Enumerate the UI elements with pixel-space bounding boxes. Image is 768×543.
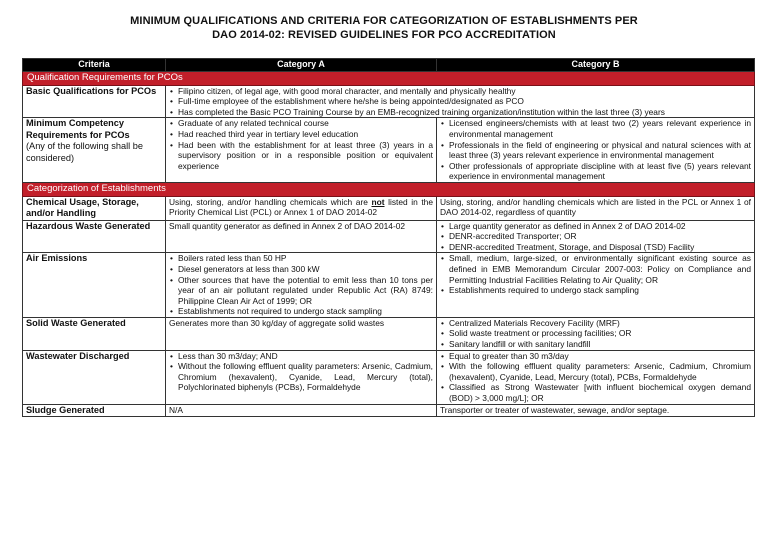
list-item: • Had been with the establishment for at least three (3) years in a supervisory position or in a responsible position or equivalent experience [169,140,433,172]
criteria-label [23,118,166,183]
list-item: • Less than 30 m3/day; AND [169,351,433,362]
category-b-cell [437,350,755,404]
list-item: • Without the following effluent quality parameters: Arsenic, Cadmium, Chromium (hexavalent), Cyanide, Lead, Mercury (total), Polychlorinated biphenyls (PCBs), Formaldehyde [169,361,433,393]
section-row-categorization [23,182,755,196]
list-item: • Full-time employee of the establishment where he/she is being appointed/designated as PCO [169,96,751,107]
list-item: • Establishments required to undergo stack sampling [440,285,751,296]
criteria-label: Sludge Generated [23,404,166,417]
category-b-cell [437,317,755,350]
criteria-label: Wastewater Discharged [23,350,166,404]
category-a-cell: Small quantity generator as defined in Annex 2 of DAO 2014-02 [166,220,437,253]
criteria-note: (Any of the following shall be considered) [26,141,143,163]
list-item: • Professionals in the field of engineering or physical and natural sciences with at least three (3) years relevant experience in environmental management [440,140,751,161]
category-a-cell [166,350,437,404]
list-item: • Filipino citizen, of legal age, with good moral character, and mentally and physically healthy [169,86,751,97]
criteria-label-text: Minimum Competency Requirements for PCOs [26,118,130,140]
table-row [23,196,755,220]
column-header-category-a: Category A [166,59,437,72]
table-row [23,350,755,404]
list-item: • Small, medium, large-sized, or environmentally significant existing source as defined in EMB Memorandum Circular 2007-003: Policy on Compliance and Permitting Industrial Facilities Relating to Air Quality; OR [440,253,751,285]
criteria-label: Air Emissions [23,253,166,318]
list-item: • Boilers rated less than 50 HP [169,253,433,264]
list-item: • Other sources that have the potential to emit less than 10 tons per year of an air pollutant regulated under Republic Act (RA) 8749: Philippine Clean Air Act of 1999; OR [169,275,433,307]
list-item: • DENR-accredited Transporter; OR [440,231,751,242]
column-header-criteria: Criteria [23,59,166,72]
chemical-a-pre: Using, storing, and/or handling chemicals which are [169,196,368,207]
criteria-label: Chemical Usage, Storage, and/or Handling [23,196,166,220]
list-item: • Diesel generators at less than 300 kW [169,264,433,275]
section-row-qualification [23,72,755,86]
category-b-cell: Transporter or treater of wastewater, sewage, and/or septage. [437,404,755,417]
category-b-cell [437,220,755,253]
list-item: • Sanitary landfill or with sanitary landfill [440,339,751,350]
basic-qualifications-cell [166,85,755,118]
list-item: • Licensed engineers/chemists with at least two (2) years relevant experience in environmental management [440,118,751,139]
list-item: • Equal to greater than 30 m3/day [440,351,751,362]
section-heading: Qualification Requirements for PCOs [23,72,755,86]
table-row [23,85,755,118]
category-b-cell [437,118,755,183]
list-item: • Had reached third year in tertiary level education [169,129,433,140]
list-item: • Has completed the Basic PCO Training Course by an EMB-recognized training organization/institution within the last three (3) years [169,107,751,118]
title-line-2: DAO 2014-02: REVISED GUIDELINES FOR PCO ACCREDITATION [212,29,556,41]
list-item: • Other professionals of appropriate discipline with at least five (5) years relevant experience in environmental management [440,161,751,182]
category-b-cell [437,253,755,318]
category-b-cell: Using, storing, and/or handling chemicals which are listed in the PCL or Annex 1 of DAO 2014-02, regardless of quantity [437,196,755,220]
document-title [0,14,768,42]
list-item: • Classified as Strong Wastewater [with influent biochemical oxygen demand (BOD) > 3,000 mg/L]; OR [440,382,751,403]
header-row [23,59,755,72]
criteria-label: Basic Qualifications for PCOs [23,85,166,118]
title-line-1: MINIMUM QUALIFICATIONS AND CRITERIA FOR CATEGORIZATION OF ESTABLISHMENTS PER [130,15,638,27]
criteria-label: Solid Waste Generated [23,317,166,350]
section-heading: Categorization of Establishments [23,182,755,196]
category-a-cell: N/A [166,404,437,417]
list-item: • With the following effluent quality parameters: Arsenic, Cadmium, Chromium (hexavalent), Cyanide, Lead, Mercury (total), PCBs, Formaldehyde [440,361,751,382]
chemical-a-not: not [371,196,385,207]
category-a-cell [166,118,437,183]
chemical-a-post: listed in the Priority Chemical List (PCL) or Annex 1 of DAO 2014-02 [169,196,433,218]
table-row [23,404,755,417]
category-a-cell [166,253,437,318]
category-a-cell: Generates more than 30 kg/day of aggregate solid wastes [166,317,437,350]
list-item: • Large quantity generator as defined in Annex 2 of DAO 2014-02 [440,221,751,232]
table-row [23,253,755,318]
criteria-label: Hazardous Waste Generated [23,220,166,253]
list-item: • Solid waste treatment or processing facilities; OR [440,328,751,339]
list-item: • DENR-accredited Treatment, Storage, and Disposal (TSD) Facility [440,242,751,253]
table-row [23,220,755,253]
table-row [23,118,755,183]
criteria-table [22,58,755,417]
list-item: • Centralized Materials Recovery Facility (MRF) [440,318,751,329]
table-row [23,317,755,350]
column-header-category-b: Category B [437,59,755,72]
category-a-cell [166,196,437,220]
list-item: • Graduate of any related technical course [169,118,433,129]
list-item: • Establishments not required to undergo stack sampling [169,306,433,317]
